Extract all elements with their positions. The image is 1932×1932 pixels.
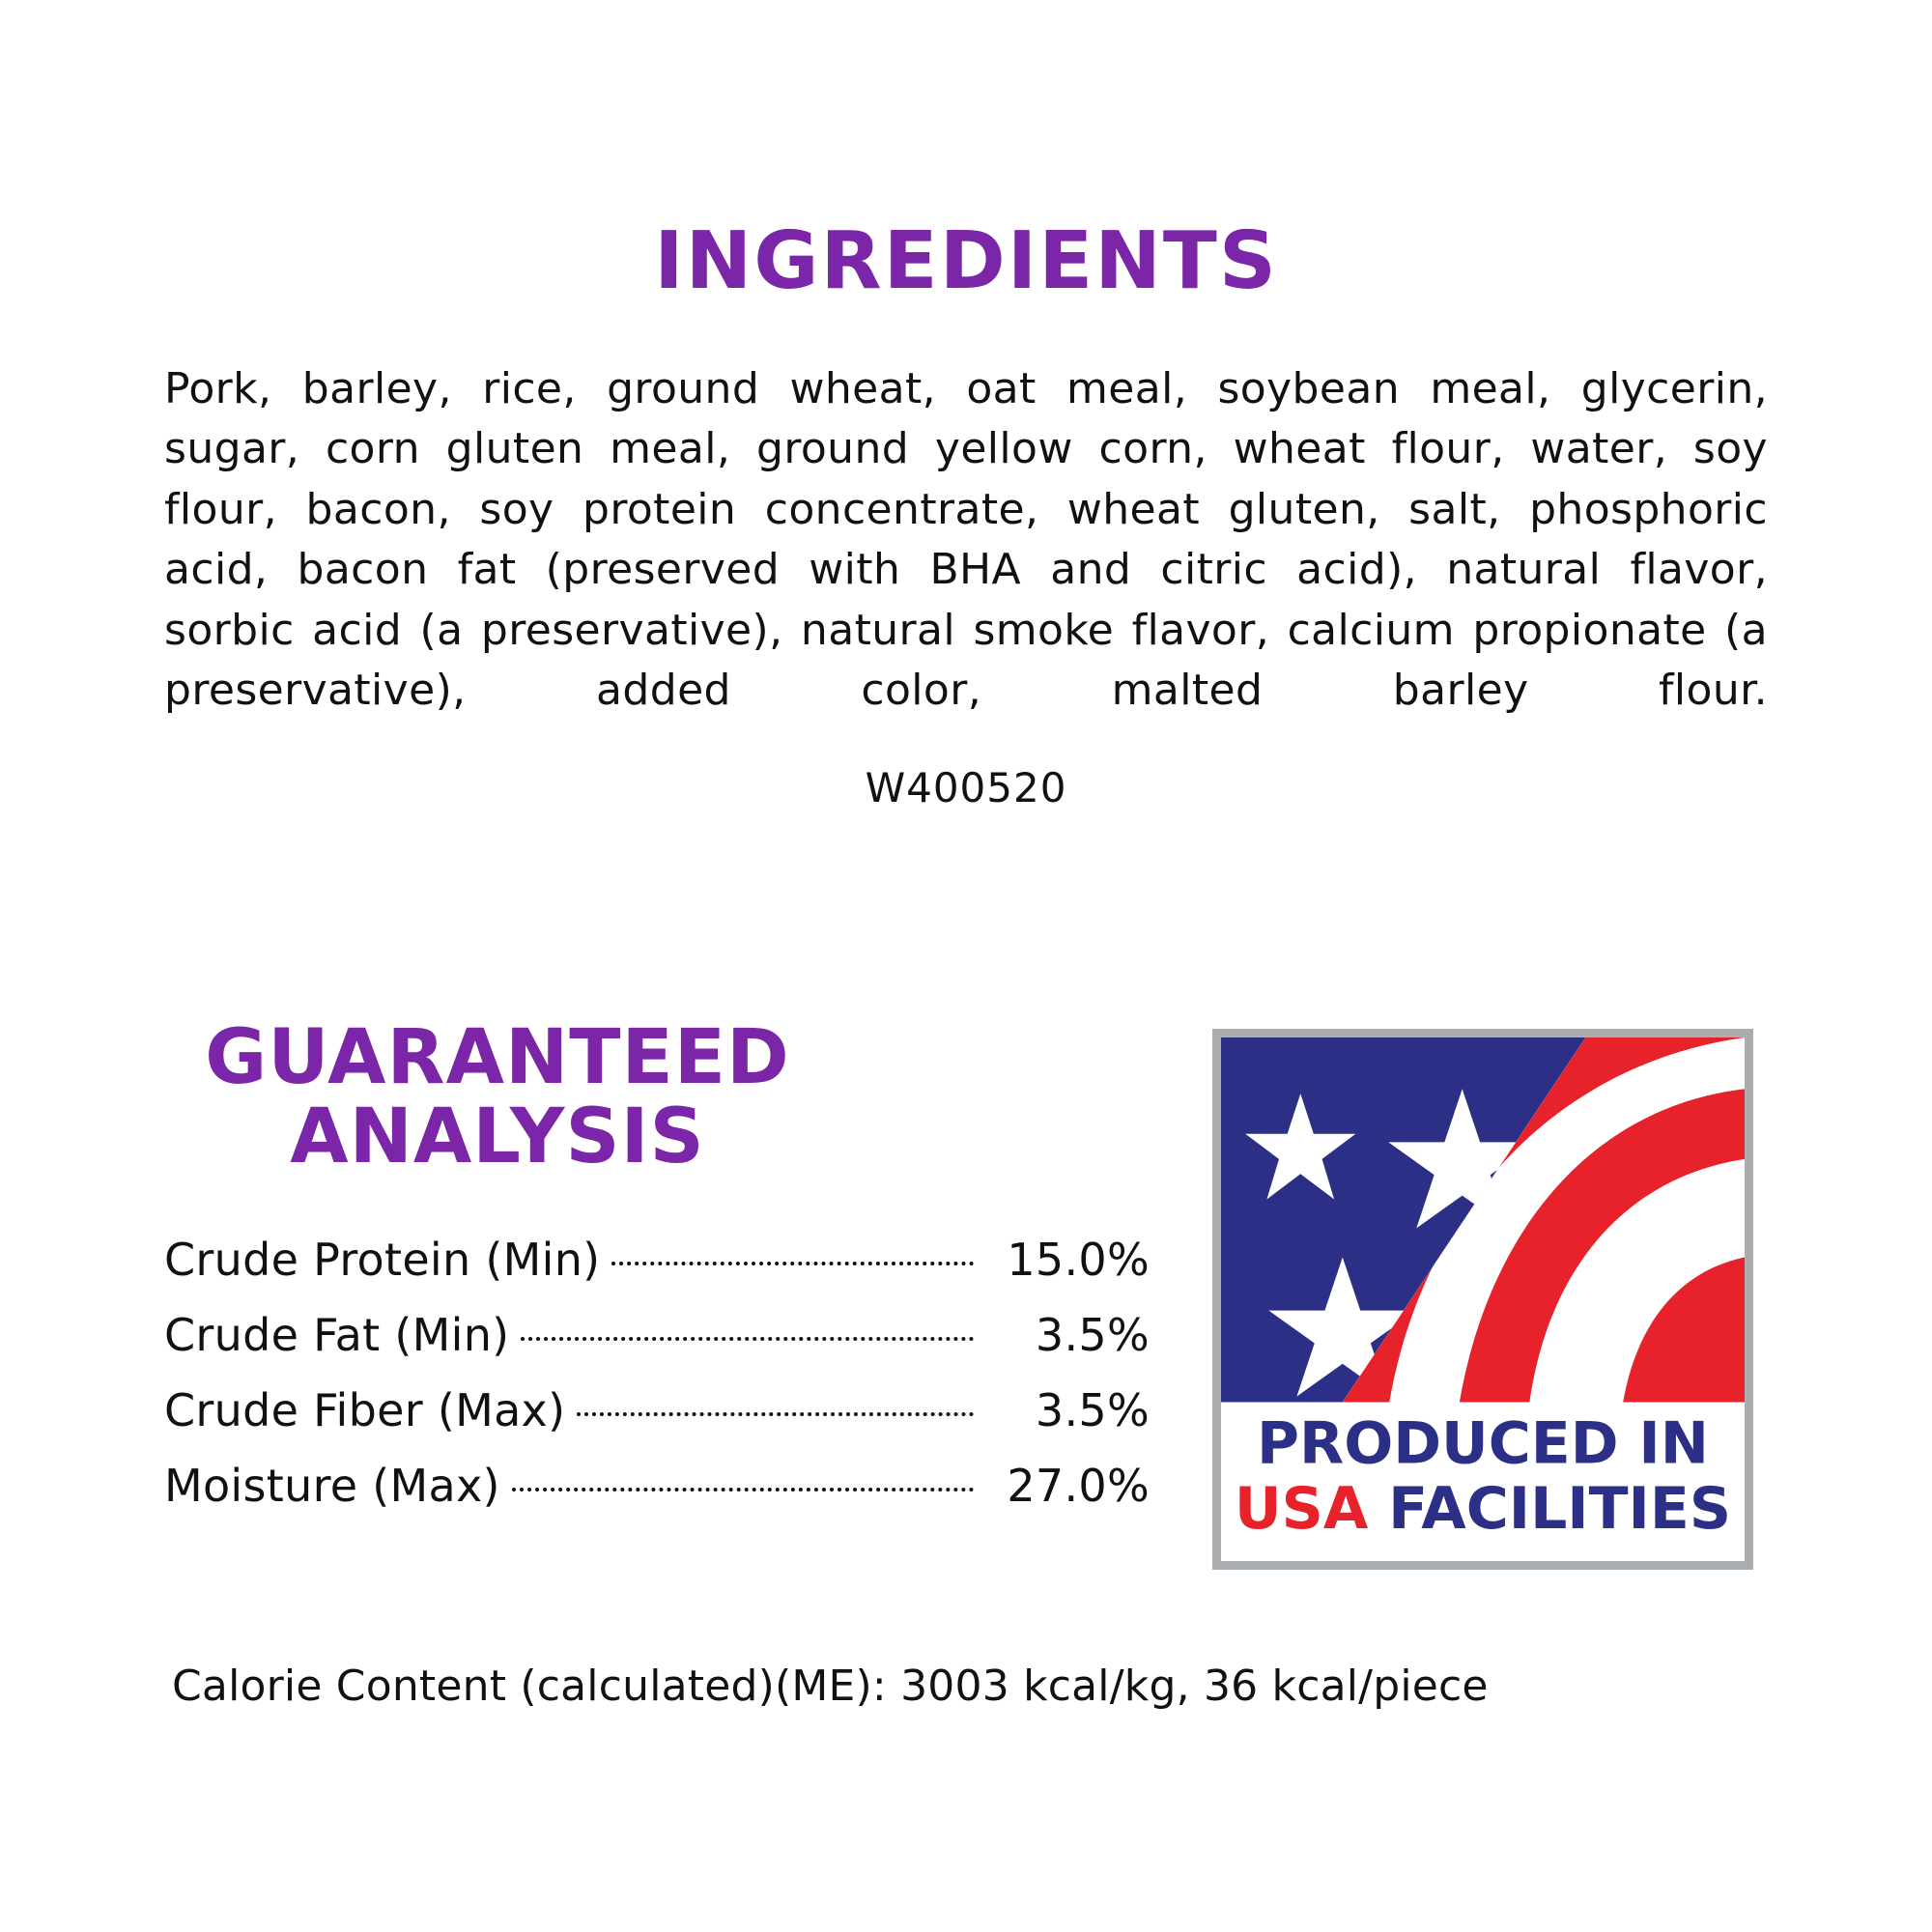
ga-label: Crude Protein (Min) [164, 1233, 601, 1286]
table-row [164, 1460, 1150, 1512]
guaranteed-analysis-section [164, 1014, 1208, 1535]
ingredients-code: W400520 [865, 763, 1067, 811]
leader-dots [611, 1262, 974, 1265]
table-row [164, 1309, 1150, 1361]
ga-label: Moisture (Max) [164, 1459, 500, 1512]
leader-dots [577, 1412, 974, 1416]
ga-label: Crude Fiber (Max) [164, 1383, 566, 1436]
guaranteed-analysis-table [164, 1234, 1150, 1512]
produced-in-usa-badge [1212, 1029, 1753, 1570]
ingredients-section [164, 215, 1768, 811]
leader-dots [521, 1337, 974, 1341]
ingredients-heading: INGREDIENTS [654, 215, 1278, 307]
ga-value: 27.0% [1007, 1459, 1150, 1512]
table-row [164, 1234, 1150, 1286]
leader-dots [512, 1488, 974, 1492]
badge-line2: USA FACILITIES [1234, 1475, 1732, 1544]
guaranteed-analysis-heading: GUARANTEED ANALYSIS [205, 1014, 790, 1180]
calorie-content-text: Calorie Content (calculated)(ME): 3003 kcal/kg, 36 kcal/piece [172, 1662, 1489, 1711]
ga-value: 3.5% [1035, 1383, 1150, 1436]
badge-line1: PRODUCED IN [1257, 1409, 1709, 1478]
ga-label: Crude Fat (Min) [164, 1308, 510, 1361]
ingredients-list-text: Pork, barley, rice, ground wheat, oat meal, soybean meal, glycerin, sugar, corn gluten meal, ground yellow corn, wheat flour, water, soy flour, bacon, soy protein concentrate, wheat gluten, salt, phosphoric acid, bacon fat (preserved with BHA and citric acid), natural flavor, sorbic acid (a preservative), natural smoke flavor, calcium propionate (a preservative), added color, malted barley flour. [164, 364, 1768, 716]
usa-flag-icon [1221, 1037, 1745, 1561]
ga-value: 15.0% [1007, 1233, 1150, 1286]
ga-value: 3.5% [1035, 1308, 1150, 1361]
table-row [164, 1384, 1150, 1436]
